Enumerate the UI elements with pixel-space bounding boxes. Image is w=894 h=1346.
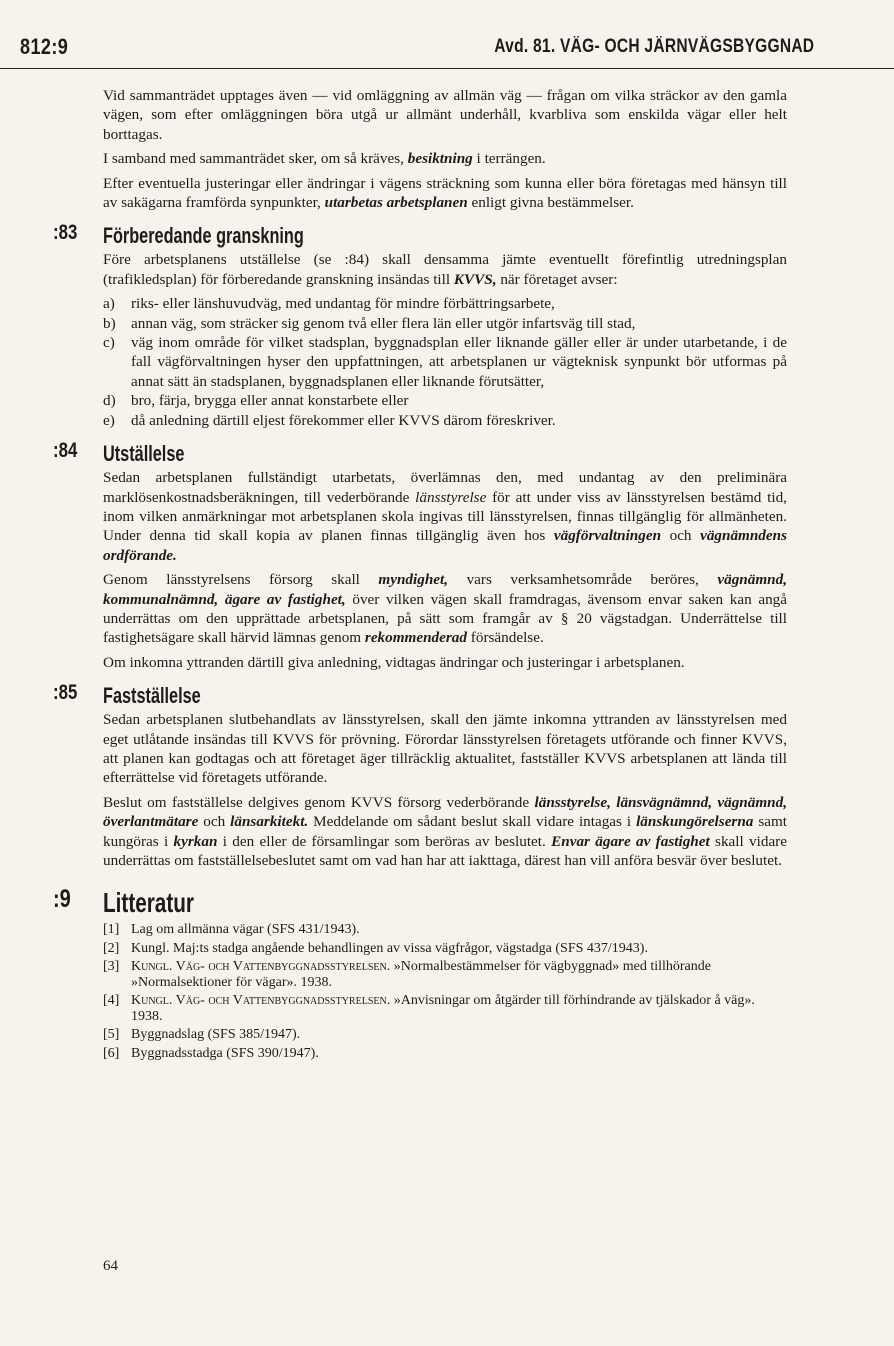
emphasis: vägnämndens ordförande.	[103, 527, 787, 564]
reference-author: Kungl. Väg- och Vattenbyggnadsstyrelsen.	[131, 959, 391, 975]
emphasis: länsarkitekt.	[230, 813, 309, 831]
list-text: annan väg, som sträcker sig genom två eller flera län eller utgör infartsväg till stad,	[131, 314, 636, 332]
running-header-title: Avd. 81. VÄG- OCH JÄRNVÄGSBYGGNAD	[493, 36, 814, 57]
text-span: Om inkomna yttranden därtill giva anledning, vidtagas ändringar och justeringar i arbetsplanen.	[103, 653, 685, 671]
reference-label: [3]	[103, 959, 120, 975]
list-item	[103, 411, 787, 430]
section-number: :9	[53, 885, 71, 914]
text-span: Före arbetsplanens utställelse (se :84) skall densamma jämte eventuellt förefintlig utredningsplan (trafikledsplan) för förberedande granskning insändas till	[103, 251, 787, 288]
emphasis: rekommenderad	[364, 629, 467, 647]
text-span: i den eller de församlingar som beröras av beslutet.	[217, 832, 552, 850]
header-rule	[0, 68, 894, 69]
criteria-list	[103, 294, 787, 430]
list-item	[103, 294, 787, 313]
section-84-paragraph-1	[103, 468, 787, 565]
text-span: Meddelande om sådant beslut skall vidare intagas i	[308, 813, 637, 831]
reference-item	[103, 1046, 787, 1062]
reference-text: Kungl. Maj:ts stadga angående behandlingen av vissa vägfrågor, vägstadga (SFS 437/1943).	[131, 940, 648, 956]
reference-text: Byggnadslag (SFS 385/1947).	[131, 1027, 301, 1043]
section-85	[53, 681, 788, 870]
text-span: för att under viss av länsstyrelsen bestämd tid, inom vilken anmärkningar mot arbetsplanen skola ingivas till länsstyrelsen, finnas tillgänglig för allmänheten. Under denna tid skall kopia av planen finnas tillgänglig även hos	[103, 488, 787, 545]
section-84-paragraph-2	[103, 570, 787, 648]
text-span: över vilken vägen skall framdragas, ävensom envar saken kan angå underrättas om den upprättade arbetsplanen, på sätt som framgår av § 20 vägstadgan. Underrättelse till fastighetsägare skall härvid lämnas genom	[103, 590, 787, 647]
text-span: och	[198, 813, 231, 831]
reference-text: »Normalbestämmelser för vägbyggnad» med tillhörande »Normalsektioner för vägar». 1938.	[131, 959, 711, 990]
list-text: då anledning därtill eljest förekommer eller KVVS därom föreskriver.	[131, 411, 556, 429]
page-header	[0, 0, 894, 72]
reference-author: Kungl. Väg- och Vattenbyggnadsstyrelsen.	[131, 993, 391, 1009]
reference-label: [5]	[103, 1027, 120, 1043]
reference-item	[103, 1027, 787, 1043]
text-span: i terrängen.	[472, 150, 546, 168]
intro-section	[103, 86, 787, 212]
text-span: Efter eventuella justeringar eller ändringar i vägens sträckning som kunna eller böra företagas med hänsyn till av sakägarna framförda synpunkter,	[103, 174, 787, 212]
emphasis: kyrkan	[173, 832, 218, 850]
text-span: försändelse.	[467, 629, 544, 647]
text-span: enligt givna bestämmelser.	[467, 194, 634, 212]
section-85-paragraph-2	[103, 793, 787, 871]
text-span: I samband med sammanträdet sker, om så kräves,	[103, 150, 408, 168]
list-label: e)	[103, 411, 115, 429]
section-number: :84	[53, 439, 78, 463]
list-label: c)	[103, 334, 115, 352]
emphasis: myndighet,	[378, 571, 449, 589]
reference-text: »Anvisningar om åtgärder till förhindrande av tjälskador å väg». 1938.	[131, 993, 755, 1024]
intro-paragraph-1	[103, 86, 787, 144]
emphasis: länsstyrelse, länsvägnämnd, vägnämnd, överlantmätare	[103, 793, 787, 831]
reference-label: [2]	[103, 940, 120, 956]
page-content	[53, 86, 788, 1064]
section-9-literature	[53, 885, 787, 1061]
emphasis: länskungörelserna	[636, 813, 754, 831]
list-item	[103, 391, 787, 410]
reference-label: [4]	[103, 993, 120, 1009]
emphasis: vägnämnd, kommunalnämnd, ägare av fastighet,	[103, 571, 787, 608]
list-item	[103, 333, 787, 391]
list-label: d)	[103, 392, 116, 410]
section-85-paragraph-1	[103, 710, 787, 788]
list-text: bro, färja, brygga eller annat konstarbete eller	[131, 392, 409, 410]
section-title: Förberedande granskning	[103, 223, 304, 249]
emphasis: länsstyrelse	[415, 488, 487, 506]
intro-paragraph-3	[103, 174, 787, 213]
text-span: och	[661, 527, 701, 545]
list-item	[103, 314, 787, 333]
section-83-paragraph	[103, 250, 787, 289]
text-span: samt kungöras i	[103, 813, 788, 850]
text-span: när företaget avser:	[496, 270, 618, 288]
section-number: :83	[53, 221, 78, 245]
section-number: :85	[53, 681, 78, 705]
list-text: väg inom område för vilket stadsplan, byggnadsplan eller liknande gäller eller är under utarbetande, i de fall vägförvaltningen hyser den uppfattningen, att arbetsplanen ur vägteknisk synpunkt bör utformas på annat sätt än stadsplanen, byggnadsplanen eller liknande förutsätter,	[131, 334, 787, 390]
emphasis: Envar ägare av fastighet	[551, 832, 710, 850]
list-label: a)	[103, 295, 115, 313]
section-83	[53, 221, 787, 430]
list-label: b)	[103, 314, 116, 332]
reference-text: Lag om allmänna vägar (SFS 431/1943).	[131, 922, 360, 938]
reference-list	[103, 922, 787, 1061]
intro-p1-text: Vid sammanträdet upptages även — vid omläggning av allmän väg — frågan om vilka sträckor av den gamla vägen, som efter omläggningen böra utgå ur allmänt underhåll, kvarbliva som enskilda vägar eller helt borttagas.	[103, 87, 787, 143]
emphasis: utarbetas arbetsplanen	[324, 194, 468, 212]
reference-label: [6]	[103, 1045, 120, 1061]
intro-paragraph-2	[103, 149, 787, 168]
section-84-paragraph-3	[103, 653, 787, 672]
text-span: Sedan arbetsplanen fullständigt utarbetats, överlämnas den, med undantag av den preliminära marklösenkostnadsberäkningen, till vederbörande	[103, 469, 787, 506]
emphasis: KVVS,	[453, 270, 497, 288]
reference-text: Byggnadsstadga (SFS 390/1947).	[131, 1045, 319, 1061]
section-title: Fastställelse	[103, 683, 201, 709]
footer-page-number: 64	[103, 1258, 118, 1274]
text-span: skall vidare underrättas om fastställelsebeslutet samt om vad han har att iakttaga, därest han vill anföra besvär över beslutet.	[103, 832, 787, 869]
text-span: vars verksamhetsområde beröres,	[448, 571, 718, 589]
reference-item	[103, 959, 787, 990]
reference-label: [1]	[103, 922, 120, 938]
text-span: Genom länsstyrelsens försorg skall	[103, 571, 379, 589]
section-title: Utställelse	[103, 441, 185, 467]
reference-item	[103, 922, 787, 938]
reference-item	[103, 941, 787, 957]
section-84	[53, 439, 787, 672]
section-title: Litteratur	[103, 887, 194, 919]
text-span: Sedan arbetsplanen slutbehandlats av länsstyrelsen, skall den jämte inkomna yttranden av länsstyrelsen med eget utlåtande insändas till KVVS för prövning. Förordar länsstyrelsen företagets utförande och finner KVVS, att planen kan godtagas och att företaget äger tillräcklig aktualitet, fastställer KVVS arbetsplanen att lända till efterrättelse vid företagets utförande.	[103, 711, 787, 787]
reference-item	[103, 993, 787, 1024]
emphasis: vägförvaltningen	[553, 527, 662, 545]
text-span: Beslut om fastställelse delgives genom KVVS försorg vederbörande	[103, 793, 535, 811]
page-number: 812:9	[20, 34, 69, 59]
emphasis: besiktning	[407, 150, 473, 168]
list-text: riks- eller länshuvudväg, med undantag för mindre förbättringsarbete,	[131, 295, 555, 313]
